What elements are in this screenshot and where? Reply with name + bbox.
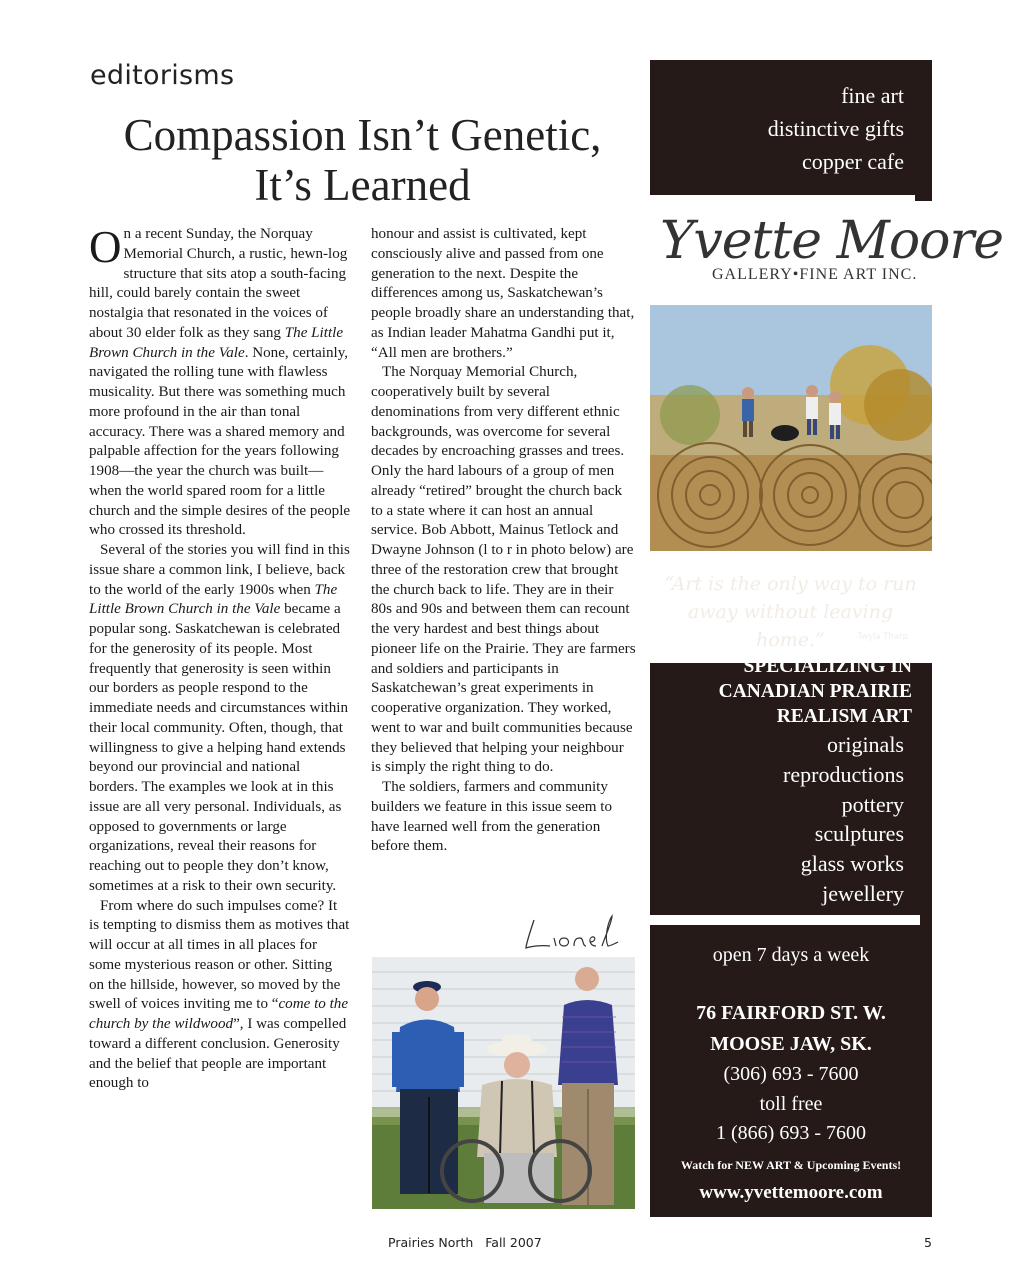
paragraph-3 [89,897,351,1095]
offering-sculptures: sculptures [814,821,904,846]
drop-cap: O [89,222,122,272]
article-column-2 [371,225,637,857]
offering-pottery: pottery [841,792,904,817]
ad-address-street: 76 FAIRFORD ST. W. [696,1002,886,1024]
ad-watch-events: Watch for NEW ART & Upcoming Events! [680,1158,902,1172]
spec-line-1: SPECIALIZING IN [743,656,912,677]
ad-tollfree-number: 1 (866) 693 - 7600 [716,1122,866,1144]
page-title [90,110,635,210]
footer-magazine: Prairies North Fall 2007 [388,1235,542,1250]
gallery-logo: Yvette Moore [660,211,1004,271]
ad-address-city: MOOSE JAW, SK. [710,1033,872,1055]
spec-line-2: CANADIAN PRAIRIE [718,681,912,702]
paragraph-5: The Norquay Memorial Church, cooperatively built by several denominations from very different ethnic backgrounds, was overcome for several decades by encroaching grasses and trees. Only the hard labours of a group of men already “retired” brought the church back to a state where it can host an annual service. Bob Abbott, Mainus Tetlock and Dwayne Johnson (l to r in photo below) are three of the restoration crew that brought the church back to life. They are in their 80s and 90s and between them can recount the very hardest and best things about pioneer life on the Prairie. They are farmers and soldiers and participants in Saskatchewan’s great experiments in cooperative organization. They worked, went to war and built communities because they believed that helping your neighbour is simply the right thing to do. [371,364,636,776]
song-title: The Little Brown Church in the Vale [89,324,344,361]
ad-website: www.yvettemoore.com [699,1182,883,1203]
gallery-advertisement [650,60,1004,1217]
text-run: ”, I was compelled toward a different conclusion. Generosity and the belief that people are important enough to [89,1016,347,1092]
article-column-1 [89,222,351,1094]
ad-quote-author: -Twyla Tharp [854,632,908,642]
paragraph-1 [89,222,351,541]
ad-phone: (306) 693 - 7600 [723,1063,859,1085]
offering-originals: originals [827,732,904,757]
paragraph-6: The soldiers, farmers and community builders we feature in this issue seem to have learned well from the generation before them. [371,779,613,855]
title-line-1: Compassion Isn’t Genetic, [123,110,602,160]
text-run: n a recent Sunday, the Norquay Memorial Church, a rustic, hewn-log structure that sits atop a south-facing hill, could barely contain the sweet nostalgia that resonated in the voices of about 30 elder folk as they sang [89,226,348,341]
ad-open-hours: open 7 days a week [712,944,870,966]
paragraph-2 [89,541,351,897]
page-number: 5 [924,1235,932,1250]
ad-item-gifts: distinctive gifts [767,116,904,141]
hay-bale-painting [650,305,932,551]
song-title: The Little Brown Church in the Vale [89,581,338,618]
text-run: Several of the stories you will find in this issue share a common link, I believe, back to the world of the early 1900s when [89,542,350,598]
text-run: became a popular song. Saskatchewan is celebrated for the generosity of its people. Most frequently that generosity is seen within our borders as people respond to the immediate needs and circumstances within their local community. Often, though, that willingness to give a helping hand extends beyond our provincial and national borders. The examples we look at in this issue are all very personal. Individuals, as opposed to governments or large organizations, reveal their reasons for reaching out to people they don’t know, sometimes at a risk to their own security. [89,601,349,894]
offering-reproductions: reproductions [783,762,904,787]
hymn-quote: come to the church by the wildwood [89,996,349,1032]
ad-tollfree-label: toll free [759,1093,823,1115]
text-run: From where do such impulses come? It is tempting to dismiss them as motives that will occur at all times in all places for some mysterious reason or other. Sitting on the hillside, however, so moved by the swell of voices inviting me to “ [89,897,350,1013]
paragraph-4: honour and assist is cultivated, kept consciously alive and passed from one generation to the next. Despite the differences among us, Saskatchewan’s people broadly share an understanding that, as Indian leader Mahatma Gandhi put it, “All men are brothers.” [371,226,635,361]
restoration-crew-photo [372,957,635,1209]
ad-quote: “Art is the only way to run away without leaving home.” [664,573,917,651]
title-line-2: It’s Learned [254,160,471,210]
text-run: . None, certainly, navigated the rolling tune with flawless musicality. But there was something much more profound in the air than tonal accuracy. There was a shared memory and palpable affection for the years following 1908—the year the church was built—when the world spared room for a little church and the simple desires of the people who crossed its threshold. [89,344,351,539]
offering-jewellery: jewellery [822,881,904,906]
ad-item-cafe: copper cafe [802,149,904,174]
ad-item-fine-art: fine art [841,83,904,108]
spec-line-3: REALISM ART [776,706,912,727]
ad-divider-2 [650,915,920,925]
gallery-logo-subtitle: GALLERY•FINE ART INC. [712,266,918,283]
section-label: editorisms [90,60,235,91]
ad-specializing [650,654,912,729]
editor-signature [520,912,620,954]
offering-glass-works: glass works [800,851,904,876]
